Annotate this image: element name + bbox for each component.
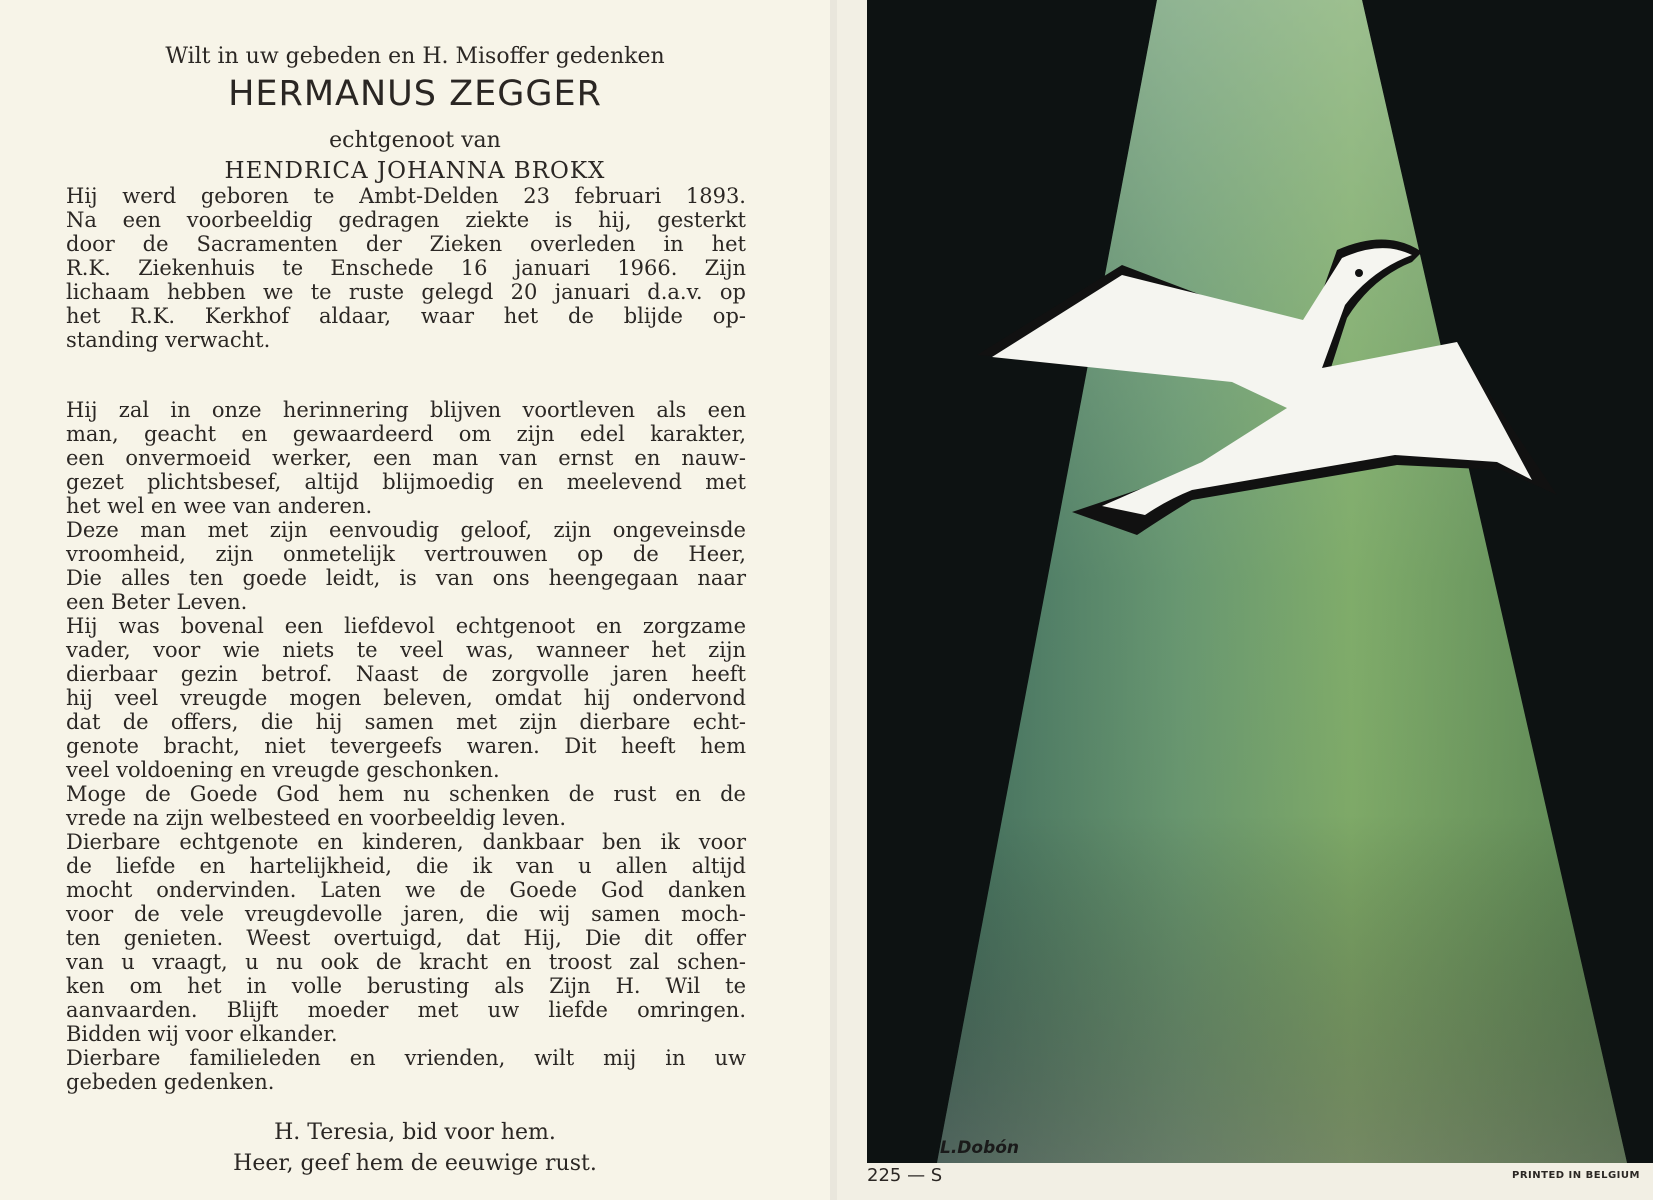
tribute-line: Hij was bovenal een liefdevol echtgenoot en zorgzame bbox=[66, 614, 746, 638]
tribute-line: genote bracht, niet tevergeefs waren. Dit heeft hem bbox=[66, 734, 746, 758]
tribute-line: aanvaarden. Blijft moeder met uw liefde omringen. bbox=[66, 998, 746, 1022]
dove-artwork bbox=[867, 0, 1653, 1163]
tribute-line: het wel en wee van anderen. bbox=[66, 494, 373, 518]
tribute-line: de liefde en hartelijkheid, die ik van u allen altijd bbox=[66, 854, 746, 878]
tribute-line: vrede na zijn welbesteed en voorbeeldig leven. bbox=[66, 806, 567, 830]
tribute-line: gezet plichtsbesef, altijd blijmoedig en meelevend met bbox=[66, 470, 746, 494]
tribute-line: vader, voor wie niets te veel was, wanneer het zijn bbox=[66, 638, 746, 662]
deceased-name: HERMANUS ZEGGER bbox=[228, 74, 602, 114]
tribute-line: een Beter Leven. bbox=[66, 590, 248, 614]
tribute-line: Die alles ten goede leidt, is van ons heengegaan naar bbox=[66, 566, 746, 590]
artist-signature: L.Dobón bbox=[940, 1138, 1020, 1158]
spouse-intro: echtgenoot van bbox=[329, 128, 501, 153]
tribute-line: dierbaar gezin betrof. Naast de zorgvolle jaren heeft bbox=[66, 662, 746, 686]
tribute-line: Dierbare familieleden en vrienden, wilt mij in uw bbox=[66, 1046, 746, 1070]
white-dove-in-green-light-icon bbox=[867, 0, 1653, 1163]
intro-line: Wilt in uw gebeden en H. Misoffer gedenken bbox=[165, 44, 665, 69]
biography-line: het R.K. Kerkhof aldaar, waar het de blijde op- bbox=[66, 304, 746, 328]
biography-line: Na een voorbeeldig gedragen ziekte is hij, gesterkt bbox=[66, 208, 746, 232]
biography-line: R.K. Ziekenhuis te Enschede 16 januari 1966. Zijn bbox=[66, 256, 746, 280]
biography-line: standing verwacht. bbox=[66, 328, 271, 352]
tribute-line: vroomheid, zijn onmetelijk vertrouwen op de Heer, bbox=[66, 542, 746, 566]
spouse-name: HENDRICA JOHANNA BROKX bbox=[224, 158, 606, 184]
tribute-line: Hij zal in onze herinnering blijven voortleven als een bbox=[66, 398, 746, 422]
tribute-line: dat de offers, die hij samen met zijn dierbare echt- bbox=[66, 710, 746, 734]
tribute-line: veel voldoening en vreugde geschonken. bbox=[66, 758, 500, 782]
tribute-line: van u vraagt, u nu ook de kracht en troost zal schen- bbox=[66, 950, 746, 974]
tribute-line: voor de vele vreugdevolle jaren, die wij samen moch- bbox=[66, 902, 746, 926]
biography-line: Hij werd geboren te Ambt-Delden 23 februari 1893. bbox=[66, 184, 746, 208]
closing-prayer-teresia: H. Teresia, bid voor hem. bbox=[274, 1120, 556, 1145]
tribute-line: Deze man met zijn eenvoudig geloof, zijn ongeveinsde bbox=[66, 518, 746, 542]
printer-note: PRINTED IN BELGIUM bbox=[1512, 1170, 1640, 1181]
tribute-line: ken om het in volle berusting als Zijn H. Wil te bbox=[66, 974, 746, 998]
tribute-line: mocht ondervinden. Laten we de Goede God danken bbox=[66, 878, 746, 902]
tribute-line: Moge de Goede God hem nu schenken de rust en de bbox=[66, 782, 746, 806]
tribute-line: Dierbare echtgenote en kinderen, dankbaar ben ik voor bbox=[66, 830, 746, 854]
tribute-line: man, geacht en gewaardeerd om zijn edel karakter, bbox=[66, 422, 746, 446]
tribute-line: hij veel vreugde mogen beleven, omdat hij ondervond bbox=[66, 686, 746, 710]
tribute-line: gebeden gedenken. bbox=[66, 1070, 275, 1094]
biography-line: lichaam hebben we te ruste gelegd 20 januari d.a.v. op bbox=[66, 280, 746, 304]
catalog-number: 225 — S bbox=[867, 1165, 943, 1186]
closing-prayer-rest: Heer, geef hem de eeuwige rust. bbox=[233, 1151, 597, 1176]
biography-line: door de Sacramenten der Zieken overleden in het bbox=[66, 232, 746, 256]
tribute-line: een onvermoeid werker, een man van ernst en nauw- bbox=[66, 446, 746, 470]
tribute-line: Bidden wij voor elkander. bbox=[66, 1022, 338, 1046]
tribute-line: ten genieten. Weest overtuigd, dat Hij, Die dit offer bbox=[66, 926, 746, 950]
